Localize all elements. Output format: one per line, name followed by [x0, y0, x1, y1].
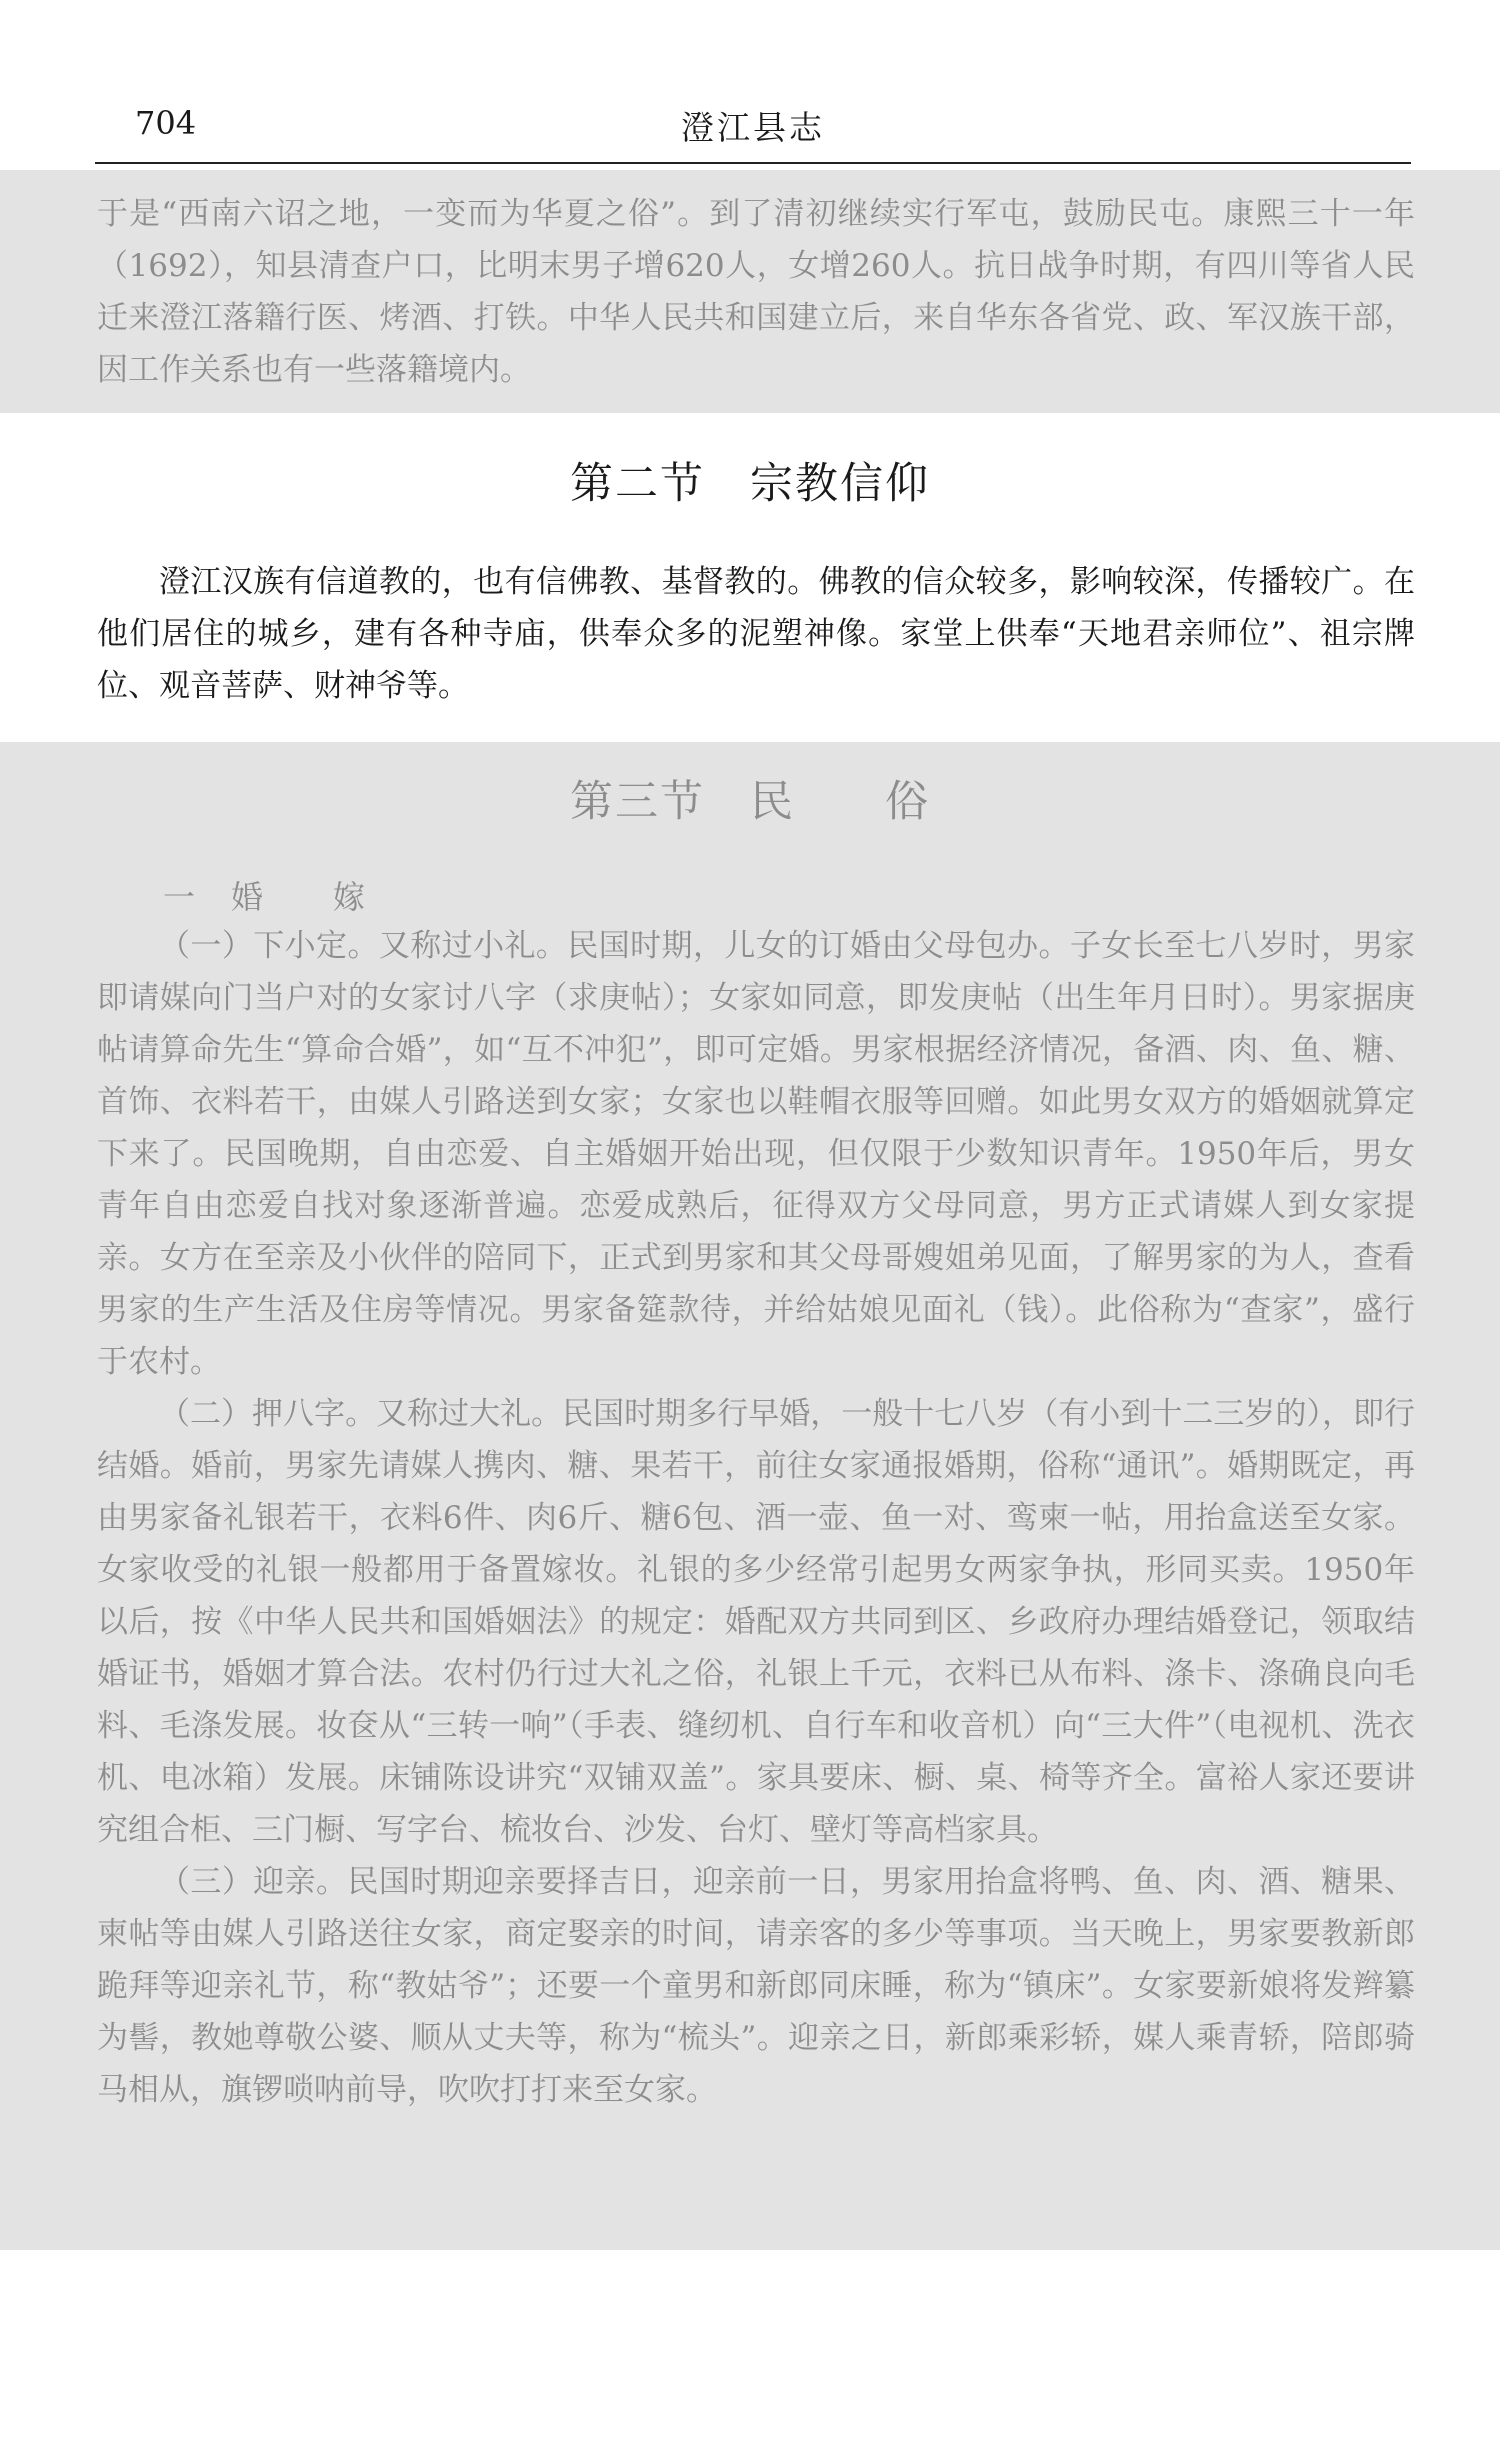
section3-subheading: 一 婚 嫁 — [163, 878, 368, 916]
section2-title: 第二节 宗教信仰 — [570, 459, 930, 509]
running-title: 澄江县志 — [681, 108, 825, 147]
section2-body — [97, 556, 1415, 712]
paragraph-yingqin: （三）迎亲。民国时期迎亲要择吉日，迎亲前一日，男家用抬盒将鸭、鱼、肉、酒、糖果、柬帖等由媒人引路送往女家，商定娶亲的时间，请亲客的多少等事项。当天晚上，男家要教新郎跪拜等迎亲礼节，称“教姑爷”；还要一个童男和新郎同床睡，称为“镇床”。女家要新娘将发辫纂为髻，教她尊敬公婆、顺从丈夫等，称为“梳头”。迎亲之日，新郎乘彩轿，媒人乘青轿，陪郎骑马相从，旗锣唢呐前导，吹吹打打来至女家。 — [97, 1864, 1415, 2108]
top-paragraph: 于是“西南六诏之地，一变而为华夏之俗”。到了清初继续实行军屯，鼓励民屯。康熙三十一年（1692），知县清查户口，比明末男子增620人，女增260人。抗日战争时期，有四川等省人民迁来澄江落籍行医、烤酒、打铁。中华人民共和国建立后，来自华东各省党、政、军汉族干部，因工作关系也有一些落籍境内。 — [97, 196, 1415, 388]
page-header — [95, 92, 1411, 164]
paragraph-yabazi: （二）押八字。又称过大礼。民国时期多行早婚，一般十七八岁（有小到十二三岁的），即行结婚。婚前，男家先请媒人携肉、糖、果若干，前往女家通报婚期，俗称“通讯”。婚期既定，再由男家备礼银若干，衣料6件、肉6斤、糖6包、酒一壶、鱼一对、鸾柬一帖，用抬盒送至女家。女家收受的礼银一般都用于备置嫁妆。礼银的多少经常引起男女两家争执，形同买卖。1950年以后，按《中华人民共和国婚姻法》的规定：婚配双方共同到区、乡政府办理结婚登记，领取结婚证书，婚姻才算合法。农村仍行过大礼之俗，礼银上千元，衣料已从布料、涤卡、涤确良向毛料、毛涤发展。妆奁从“三转一响”（手表、缝纫机、自行车和收音机）向“三大件”（电视机、洗衣机、电冰箱）发展。床铺陈设讲究“双铺双盖”。家具要床、橱、桌、椅等齐全。富裕人家还要讲究组合柜、三门橱、写字台、梳妆台、沙发、台灯、壁灯等高档家具。 — [97, 1396, 1415, 1848]
paragraph-xiaoding: （一）下小定。又称过小礼。民国时期，儿女的订婚由父母包办。子女长至七八岁时，男家即请媒向门当户对的女家讨八字（求庚帖）；女家如同意，即发庚帖（出生年月日时）。男家据庚帖请算命先生“算命合婚”，如“互不冲犯”，即可定婚。男家根据经济情况，备酒、肉、鱼、糖、首饰、衣料若干，由媒人引路送到女家；女家也以鞋帽衣服等回赠。如此男女双方的婚姻就算定下来了。民国晚期，自由恋爱、自主婚姻开始出现，但仅限于少数知识青年。1950年后，男女青年自由恋爱自找对象逐渐普遍。恋爱成熟后，征得双方父母同意，男方正式请媒人到女家提亲。女方在至亲及小伙伴的陪同下，正式到男家和其父母哥嫂姐弟见面，了解男家的为人，查看男家的生产生活及住房等情况。男家备筵款待，并给姑娘见面礼（钱）。此俗称为“查家”，盛行于农村。 — [97, 928, 1415, 1380]
top-paragraph-block — [97, 188, 1415, 396]
page-number: 704 — [135, 104, 197, 142]
section3-body — [97, 920, 1415, 2116]
section3-title: 第三节 民 俗 — [570, 777, 930, 827]
section2-paragraph: 澄江汉族有信道教的，也有信佛教、基督教的。佛教的信众较多，影响较深，传播较广。在他们居住的城乡，建有各种寺庙，供奉众多的泥塑神像。家堂上供奉“天地君亲师位”、祖宗牌位、观音菩萨、财神爷等。 — [97, 564, 1415, 704]
